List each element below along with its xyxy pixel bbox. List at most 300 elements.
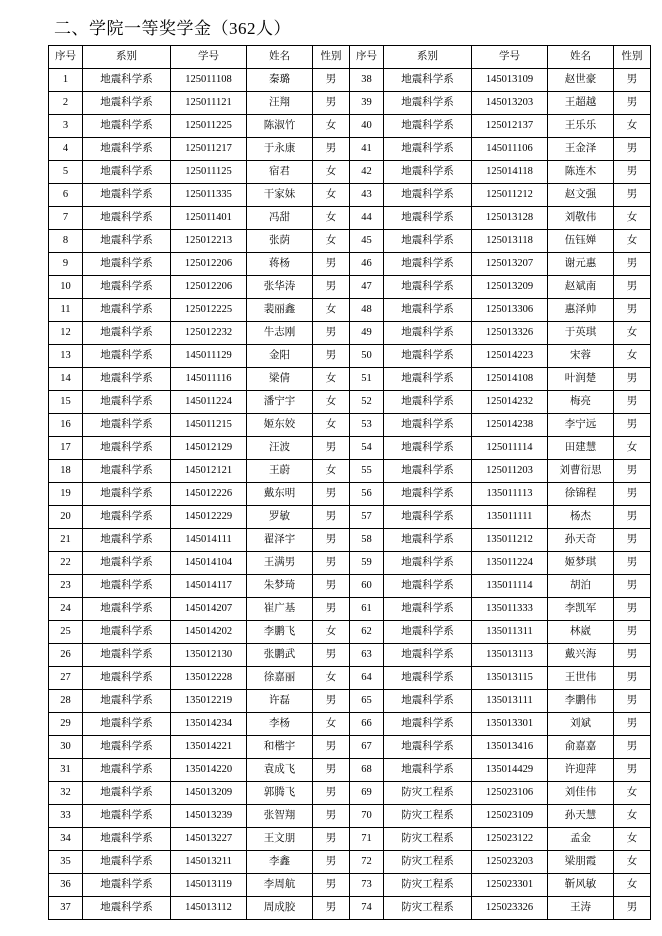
- table-cell: 男: [313, 851, 350, 874]
- table-cell: 地震科学系: [384, 575, 472, 598]
- table-cell: 地震科学系: [83, 437, 171, 460]
- table-cell: 145014111: [171, 529, 247, 552]
- table-cell: 徐锦程: [548, 483, 614, 506]
- table-cell: 地震科学系: [83, 506, 171, 529]
- table-cell: 地震科学系: [83, 713, 171, 736]
- table-cell: 125011217: [171, 138, 247, 161]
- table-cell: 3: [49, 115, 83, 138]
- table-cell: 蒋杨: [247, 253, 313, 276]
- table-cell: 地震科学系: [83, 644, 171, 667]
- table-cell: 125023301: [472, 874, 548, 897]
- table-cell: 23: [49, 575, 83, 598]
- table-cell: 赵文强: [548, 184, 614, 207]
- table-row: [49, 667, 651, 690]
- table-cell: 地震科学系: [83, 161, 171, 184]
- table-cell: 地震科学系: [83, 874, 171, 897]
- table-cell: 李鹏飞: [247, 621, 313, 644]
- table-cell: 男: [313, 92, 350, 115]
- table-cell: 4: [49, 138, 83, 161]
- table-cell: 145013112: [171, 897, 247, 920]
- table-cell: 地震科学系: [83, 115, 171, 138]
- table-cell: 于永康: [247, 138, 313, 161]
- table-cell: 21: [49, 529, 83, 552]
- table-cell: 19: [49, 483, 83, 506]
- table-cell: 女: [313, 368, 350, 391]
- table-cell: 135012130: [171, 644, 247, 667]
- table-cell: 135014429: [472, 759, 548, 782]
- table-cell: 防灾工程系: [384, 874, 472, 897]
- page-title: 二、学院一等奖学金（362人）: [54, 19, 291, 38]
- table-cell: 1: [49, 69, 83, 92]
- table-cell: 男: [313, 552, 350, 575]
- table-cell: 55: [350, 460, 384, 483]
- table-cell: 女: [313, 184, 350, 207]
- table-row: [49, 483, 651, 506]
- table-cell: 惠泽帅: [548, 299, 614, 322]
- table-cell: 125023106: [472, 782, 548, 805]
- table-row: [49, 276, 651, 299]
- table-cell: 叶润楚: [548, 368, 614, 391]
- table-cell: 地震科学系: [83, 598, 171, 621]
- table-cell: 男: [313, 874, 350, 897]
- table-cell: 汪波: [247, 437, 313, 460]
- table-cell: 46: [350, 253, 384, 276]
- table-cell: 125013326: [472, 322, 548, 345]
- table-cell: 地震科学系: [83, 138, 171, 161]
- table-cell: 60: [350, 575, 384, 598]
- table-cell: 女: [614, 345, 651, 368]
- table-cell: 56: [350, 483, 384, 506]
- table-cell: 52: [350, 391, 384, 414]
- table-cell: 58: [350, 529, 384, 552]
- table-cell: 女: [614, 230, 651, 253]
- table-cell: 34: [49, 828, 83, 851]
- table-cell: 孙天奇: [548, 529, 614, 552]
- table-cell: 24: [49, 598, 83, 621]
- table-cell: 135014234: [171, 713, 247, 736]
- table-cell: 地震科学系: [384, 368, 472, 391]
- table-row: [49, 897, 651, 920]
- table-cell: 男: [614, 736, 651, 759]
- table-cell: 男: [614, 414, 651, 437]
- table-cell: 翟泽宇: [247, 529, 313, 552]
- table-cell: 145013227: [171, 828, 247, 851]
- table-cell: 女: [313, 460, 350, 483]
- table-cell: 125011114: [472, 437, 548, 460]
- table-cell: 地震科学系: [384, 713, 472, 736]
- table-cell: 125012225: [171, 299, 247, 322]
- table-cell: 135011333: [472, 598, 548, 621]
- table-cell: 王文朋: [247, 828, 313, 851]
- table-cell: 125012137: [472, 115, 548, 138]
- table-cell: 16: [49, 414, 83, 437]
- table-row: [49, 138, 651, 161]
- table-cell: 125012213: [171, 230, 247, 253]
- table-cell: 刘斌: [548, 713, 614, 736]
- table-cell: 罗敏: [247, 506, 313, 529]
- table-cell: 125013128: [472, 207, 548, 230]
- table-cell: 王满男: [247, 552, 313, 575]
- table-cell: 145012226: [171, 483, 247, 506]
- table-cell: 37: [49, 897, 83, 920]
- table-cell: 女: [313, 161, 350, 184]
- table-cell: 防灾工程系: [384, 805, 472, 828]
- table-row: [49, 253, 651, 276]
- table-row: [49, 690, 651, 713]
- table-cell: 地震科学系: [384, 391, 472, 414]
- table-row: [49, 92, 651, 115]
- table-cell: 135011212: [472, 529, 548, 552]
- table-cell: 8: [49, 230, 83, 253]
- table-cell: 李鹏伟: [548, 690, 614, 713]
- table-cell: 女: [313, 713, 350, 736]
- table-cell: 53: [350, 414, 384, 437]
- table-cell: 周成胶: [247, 897, 313, 920]
- table-cell: 125023109: [472, 805, 548, 828]
- table-cell: 地震科学系: [384, 207, 472, 230]
- table-row: [49, 736, 651, 759]
- table-cell: 女: [313, 207, 350, 230]
- table-cell: 125023326: [472, 897, 548, 920]
- table-cell: 135012219: [171, 690, 247, 713]
- table-cell: 男: [614, 759, 651, 782]
- table-cell: 地震科学系: [384, 529, 472, 552]
- table-cell: 伍钰婵: [548, 230, 614, 253]
- table-cell: 男: [614, 184, 651, 207]
- table-cell: 49: [350, 322, 384, 345]
- table-cell: 地震科学系: [83, 276, 171, 299]
- table-cell: 9: [49, 253, 83, 276]
- table-cell: 35: [49, 851, 83, 874]
- table-cell: 30: [49, 736, 83, 759]
- table-cell: 145014207: [171, 598, 247, 621]
- table-cell: 男: [614, 299, 651, 322]
- table-cell: 33: [49, 805, 83, 828]
- table-cell: 男: [313, 69, 350, 92]
- table-cell: 男: [614, 690, 651, 713]
- table-cell: 王乐乐: [548, 115, 614, 138]
- table-cell: 地震科学系: [83, 759, 171, 782]
- column-header: 姓名: [548, 46, 614, 69]
- table-row: [49, 69, 651, 92]
- table-cell: 男: [614, 92, 651, 115]
- table-cell: 宿君: [247, 161, 313, 184]
- table-cell: 125012232: [171, 322, 247, 345]
- table-cell: 男: [614, 138, 651, 161]
- table-cell: 地震科学系: [83, 897, 171, 920]
- table-cell: 汪翔: [247, 92, 313, 115]
- table-cell: 孟金: [548, 828, 614, 851]
- table-cell: 地震科学系: [384, 644, 472, 667]
- table-cell: 145013211: [171, 851, 247, 874]
- table-cell: 地震科学系: [83, 552, 171, 575]
- table-cell: 秦璐: [247, 69, 313, 92]
- table-cell: 57: [350, 506, 384, 529]
- table-cell: 男: [313, 506, 350, 529]
- table-cell: 牛志刚: [247, 322, 313, 345]
- table-cell: 59: [350, 552, 384, 575]
- table-cell: 25: [49, 621, 83, 644]
- table-cell: 男: [313, 644, 350, 667]
- table-cell: 女: [313, 299, 350, 322]
- column-header: 系别: [83, 46, 171, 69]
- table-cell: 125013118: [472, 230, 548, 253]
- table-cell: 125011212: [472, 184, 548, 207]
- table-cell: 裴丽鑫: [247, 299, 313, 322]
- table-cell: 戴东明: [247, 483, 313, 506]
- table-cell: 27: [49, 667, 83, 690]
- table-cell: 68: [350, 759, 384, 782]
- table-row: [49, 621, 651, 644]
- table-cell: 梅亮: [548, 391, 614, 414]
- table-cell: 男: [614, 598, 651, 621]
- table-cell: 地震科学系: [83, 805, 171, 828]
- table-cell: 10: [49, 276, 83, 299]
- table-cell: 7: [49, 207, 83, 230]
- table-row: [49, 161, 651, 184]
- table-cell: 男: [614, 483, 651, 506]
- table-cell: 男: [614, 460, 651, 483]
- table-cell: 135011224: [472, 552, 548, 575]
- table-cell: 38: [350, 69, 384, 92]
- table-cell: 13: [49, 345, 83, 368]
- table-row: [49, 552, 651, 575]
- table-cell: 135014221: [171, 736, 247, 759]
- table-cell: 地震科学系: [384, 736, 472, 759]
- table-row: [49, 644, 651, 667]
- table-cell: 地震科学系: [83, 414, 171, 437]
- table-row: [49, 828, 651, 851]
- table-cell: 防灾工程系: [384, 897, 472, 920]
- table-cell: 地震科学系: [83, 184, 171, 207]
- table-cell: 男: [614, 161, 651, 184]
- table-cell: 女: [313, 115, 350, 138]
- table-cell: 田建慧: [548, 437, 614, 460]
- table-cell: 50: [350, 345, 384, 368]
- column-header: 学号: [171, 46, 247, 69]
- table-cell: 杨杰: [548, 506, 614, 529]
- table-cell: 戴兴海: [548, 644, 614, 667]
- table-cell: 和楷宇: [247, 736, 313, 759]
- table-cell: 40: [350, 115, 384, 138]
- table-cell: 地震科学系: [384, 69, 472, 92]
- table-cell: 地震科学系: [384, 345, 472, 368]
- table-cell: 地震科学系: [83, 345, 171, 368]
- table-cell: 26: [49, 644, 83, 667]
- table-cell: 梁朋霞: [548, 851, 614, 874]
- table-cell: 梁倩: [247, 368, 313, 391]
- table-cell: 29: [49, 713, 83, 736]
- table-cell: 地震科学系: [83, 782, 171, 805]
- table-cell: 地震科学系: [384, 253, 472, 276]
- table-cell: 145012229: [171, 506, 247, 529]
- table-cell: 女: [614, 437, 651, 460]
- table-cell: 陈连木: [548, 161, 614, 184]
- table-cell: 54: [350, 437, 384, 460]
- table-cell: 地震科学系: [83, 253, 171, 276]
- table-cell: 地震科学系: [83, 575, 171, 598]
- table-cell: 男: [313, 483, 350, 506]
- table-cell: 男: [313, 897, 350, 920]
- table-cell: 6: [49, 184, 83, 207]
- scholarship-table: [48, 45, 651, 920]
- table-cell: 62: [350, 621, 384, 644]
- table-cell: 5: [49, 161, 83, 184]
- table-cell: 姬梦琪: [548, 552, 614, 575]
- table-cell: 145011129: [171, 345, 247, 368]
- table-cell: 男: [614, 529, 651, 552]
- table-cell: 李杨: [247, 713, 313, 736]
- table-row: [49, 299, 651, 322]
- column-header: 学号: [472, 46, 548, 69]
- table-cell: 135011311: [472, 621, 548, 644]
- table-cell: 男: [614, 552, 651, 575]
- table-cell: 男: [614, 391, 651, 414]
- table-cell: 125023203: [472, 851, 548, 874]
- table-cell: 地震科学系: [384, 598, 472, 621]
- table-cell: 男: [313, 437, 350, 460]
- table-cell: 男: [313, 828, 350, 851]
- table-cell: 67: [350, 736, 384, 759]
- table-cell: 张荫: [247, 230, 313, 253]
- table-cell: 69: [350, 782, 384, 805]
- table-cell: 女: [614, 828, 651, 851]
- table-cell: 王世伟: [548, 667, 614, 690]
- table-cell: 男: [313, 253, 350, 276]
- table-cell: 地震科学系: [384, 276, 472, 299]
- table-cell: 男: [614, 644, 651, 667]
- table-cell: 男: [313, 529, 350, 552]
- table-row: [49, 506, 651, 529]
- table-cell: 防灾工程系: [384, 782, 472, 805]
- table-cell: 刘曹衍思: [548, 460, 614, 483]
- table-cell: 李凯军: [548, 598, 614, 621]
- table-cell: 65: [350, 690, 384, 713]
- table-cell: 潘宁宇: [247, 391, 313, 414]
- table-cell: 张智翔: [247, 805, 313, 828]
- table-cell: 31: [49, 759, 83, 782]
- table-cell: 男: [614, 713, 651, 736]
- table-cell: 145012129: [171, 437, 247, 460]
- table-cell: 刘敬伟: [548, 207, 614, 230]
- table-cell: 125014223: [472, 345, 548, 368]
- table-cell: 44: [350, 207, 384, 230]
- table-cell: 12: [49, 322, 83, 345]
- table-cell: 张鹏武: [247, 644, 313, 667]
- table-cell: 王蔚: [247, 460, 313, 483]
- table-cell: 男: [313, 736, 350, 759]
- table-cell: 145013203: [472, 92, 548, 115]
- table-cell: 女: [313, 414, 350, 437]
- table-cell: 135011111: [472, 506, 548, 529]
- table-row: [49, 437, 651, 460]
- table-cell: 王涛: [548, 897, 614, 920]
- table-cell: 袁成飞: [247, 759, 313, 782]
- table-cell: 125011108: [171, 69, 247, 92]
- table-cell: 145011106: [472, 138, 548, 161]
- table-cell: 48: [350, 299, 384, 322]
- table-cell: 地震科学系: [384, 138, 472, 161]
- table-cell: 地震科学系: [83, 299, 171, 322]
- table-cell: 135011114: [472, 575, 548, 598]
- table-cell: 冯甜: [247, 207, 313, 230]
- table-cell: 42: [350, 161, 384, 184]
- table-cell: 145014104: [171, 552, 247, 575]
- table-cell: 郭腾飞: [247, 782, 313, 805]
- table-cell: 64: [350, 667, 384, 690]
- table-row: [49, 414, 651, 437]
- table-cell: 125023122: [472, 828, 548, 851]
- table-cell: 地震科学系: [83, 69, 171, 92]
- table-cell: 金阳: [247, 345, 313, 368]
- table-cell: 地震科学系: [83, 621, 171, 644]
- table-body: [49, 69, 651, 920]
- table-row: [49, 460, 651, 483]
- table-cell: 女: [614, 322, 651, 345]
- table-cell: 李周航: [247, 874, 313, 897]
- table-cell: 145011224: [171, 391, 247, 414]
- table-cell: 女: [614, 782, 651, 805]
- table-cell: 男: [313, 805, 350, 828]
- table-cell: 孙天慧: [548, 805, 614, 828]
- table-cell: 男: [313, 690, 350, 713]
- table-cell: 11: [49, 299, 83, 322]
- table-cell: 14: [49, 368, 83, 391]
- table-cell: 女: [313, 230, 350, 253]
- table-cell: 135013113: [472, 644, 548, 667]
- table-cell: 王金泽: [548, 138, 614, 161]
- table-cell: 男: [313, 575, 350, 598]
- table-cell: 地震科学系: [384, 759, 472, 782]
- table-row: [49, 713, 651, 736]
- table-cell: 地震科学系: [384, 506, 472, 529]
- column-header: 性别: [313, 46, 350, 69]
- table-cell: 125014238: [472, 414, 548, 437]
- table-cell: 32: [49, 782, 83, 805]
- table-row: [49, 391, 651, 414]
- table-cell: 地震科学系: [384, 322, 472, 345]
- table-cell: 地震科学系: [384, 161, 472, 184]
- table-cell: 男: [313, 759, 350, 782]
- table-cell: 125013209: [472, 276, 548, 299]
- table-cell: 地震科学系: [384, 460, 472, 483]
- table-cell: 朱梦琦: [247, 575, 313, 598]
- table-cell: 18: [49, 460, 83, 483]
- table-cell: 72: [350, 851, 384, 874]
- table-cell: 女: [313, 621, 350, 644]
- table-cell: 145013109: [472, 69, 548, 92]
- table-cell: 地震科学系: [83, 483, 171, 506]
- table-cell: 崔广基: [247, 598, 313, 621]
- table-cell: 125011125: [171, 161, 247, 184]
- table-cell: 145013119: [171, 874, 247, 897]
- table-cell: 135013416: [472, 736, 548, 759]
- table-cell: 36: [49, 874, 83, 897]
- table-cell: 74: [350, 897, 384, 920]
- table-cell: 125014232: [472, 391, 548, 414]
- table-row: [49, 851, 651, 874]
- table-cell: 防灾工程系: [384, 828, 472, 851]
- table-cell: 地震科学系: [83, 230, 171, 253]
- table-cell: 125011401: [171, 207, 247, 230]
- table-cell: 宋蓉: [548, 345, 614, 368]
- table-cell: 135014220: [171, 759, 247, 782]
- table-cell: 男: [313, 138, 350, 161]
- table-cell: 28: [49, 690, 83, 713]
- table-cell: 男: [614, 897, 651, 920]
- table-cell: 防灾工程系: [384, 851, 472, 874]
- table-cell: 赵世豪: [548, 69, 614, 92]
